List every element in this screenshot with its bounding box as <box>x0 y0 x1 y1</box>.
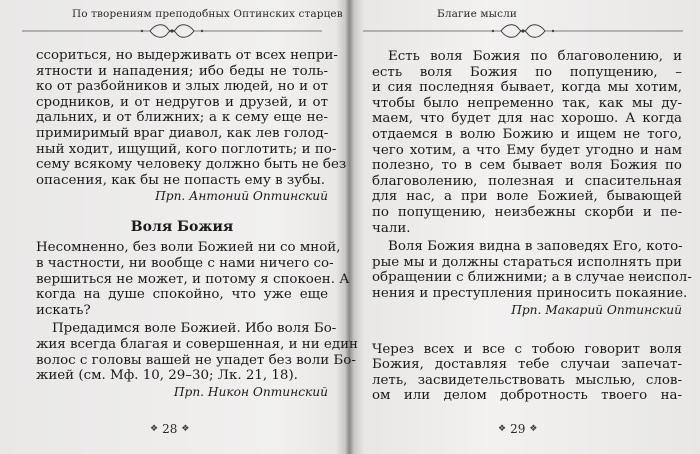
text-line: есть воля Божия по попущению, – <box>372 64 682 80</box>
attribution-nikon: Прп. Никон Оптинский <box>173 384 328 399</box>
left-passage-3 <box>36 321 358 399</box>
right-passage-2 <box>372 239 692 317</box>
text-line: когда на душе спокойно, что уже еще <box>36 287 328 303</box>
text-line: леть, засвидетельствовать мыслью, слов- <box>372 372 682 388</box>
text-line: отдаемся в волю Божию и ищем не того, <box>372 126 682 142</box>
page-number-ornament: ❖ <box>529 424 538 434</box>
left-passage-2 <box>36 240 350 318</box>
right-passage-1 <box>372 49 682 236</box>
text-line: волос с головы вашей не упадет без воли Бо- <box>36 352 356 368</box>
ornament-divider-left <box>22 22 322 40</box>
text-line: ссориться, но выдерживать от всех непри- <box>36 48 338 63</box>
page-number-ornament: ❖ <box>150 424 159 434</box>
text-line: рые мы и должны стараться исполнять при <box>372 254 682 270</box>
text-line: опасения, как бы не попасть ему в зубы. <box>36 172 326 188</box>
text-line: чтобы было непременно так, как мы ду- <box>372 95 682 111</box>
text-line: благоволению, полезная и спасительная <box>372 173 682 189</box>
section-title: Воля Божия <box>130 219 234 236</box>
text-line: ный ходит, ищущий, кого поглотить; и по- <box>36 141 337 157</box>
right-text-block <box>372 49 692 404</box>
running-head-left: По творениям преподобных Оптинских старцев <box>72 8 343 20</box>
text-line: маем, что будет для нас хорошо. А когда <box>372 111 682 127</box>
page-number-right <box>498 422 537 436</box>
page-number-left <box>150 422 189 436</box>
page-number-value: 28 <box>162 422 178 436</box>
text-line: чали. <box>372 220 411 236</box>
text-line: по попущению, неизбежны скорби и пе- <box>372 204 682 220</box>
text-line: и сия последняя бывает, когда мы хотим, <box>372 80 682 96</box>
text-line: Через всех и все с тобою говорит воля <box>372 341 682 357</box>
text-line: Божия, доставляя тебе случаи запечат- <box>372 357 682 373</box>
text-line: в частности, ни вообще с нами ничего со- <box>36 255 334 271</box>
page-number-ornament: ❖ <box>498 424 507 434</box>
text-line: чего хотим, а что Ему будет угодно и нам <box>372 142 682 158</box>
text-line: Воля Божия видна в заповедях Его, кото- <box>388 239 683 255</box>
text-line: ятности и нападения; ибо беды не толь- <box>36 63 328 79</box>
text-line: полезно, то в сем бывает воля Божия по <box>372 158 682 174</box>
text-line: примиримый враг диавол, как лев голод- <box>36 125 329 141</box>
text-line: Есть воля Божия по благоволению, и <box>388 49 682 64</box>
text-line: для нас, а при воле Божией, бывающей <box>372 189 682 205</box>
text-line: сему всякому человеку должно быть не без <box>36 157 347 173</box>
ornament-divider-right <box>363 22 683 40</box>
text-line: искать? <box>36 302 91 318</box>
text-line: ом или делом добротность твоего на- <box>372 388 682 404</box>
text-line: нения и преступления приносить покаяние. <box>372 285 688 301</box>
text-line: обращении с ближними; а в случае неиспол- <box>372 270 692 286</box>
page-number-ornament: ❖ <box>181 424 190 434</box>
right-page <box>345 0 700 454</box>
text-line: вершиться не может, и потому я спокоен. А <box>36 271 350 287</box>
text-line: ко от разбойников и злых людей, но и от <box>36 79 328 95</box>
left-text-block <box>36 48 358 400</box>
text-line: жия всегда благая и совершенная, и ни един <box>36 336 358 352</box>
attribution-antony: Прп. Антоний Оптинский <box>155 189 328 204</box>
attribution-makary: Прп. Макарий Оптинский <box>511 302 682 317</box>
left-passage-1 <box>36 48 347 204</box>
text-line: сродников, и от недругов и друзей, и от <box>36 94 328 110</box>
text-line: дальних, и от ближних; а к сему еще не- <box>36 110 328 126</box>
text-line: Предадимся воле Божией. Ибо воля Бо- <box>52 321 337 337</box>
page-number-value: 29 <box>510 422 526 436</box>
right-passage-3 <box>372 342 682 404</box>
text-line: Несомненно, без воли Божией ни со мной, <box>36 240 341 256</box>
running-head-right: Благие мысли <box>437 8 517 20</box>
text-line: жией (см. Мф. 10, 29–30; Лк. 21, 18). <box>36 368 298 384</box>
